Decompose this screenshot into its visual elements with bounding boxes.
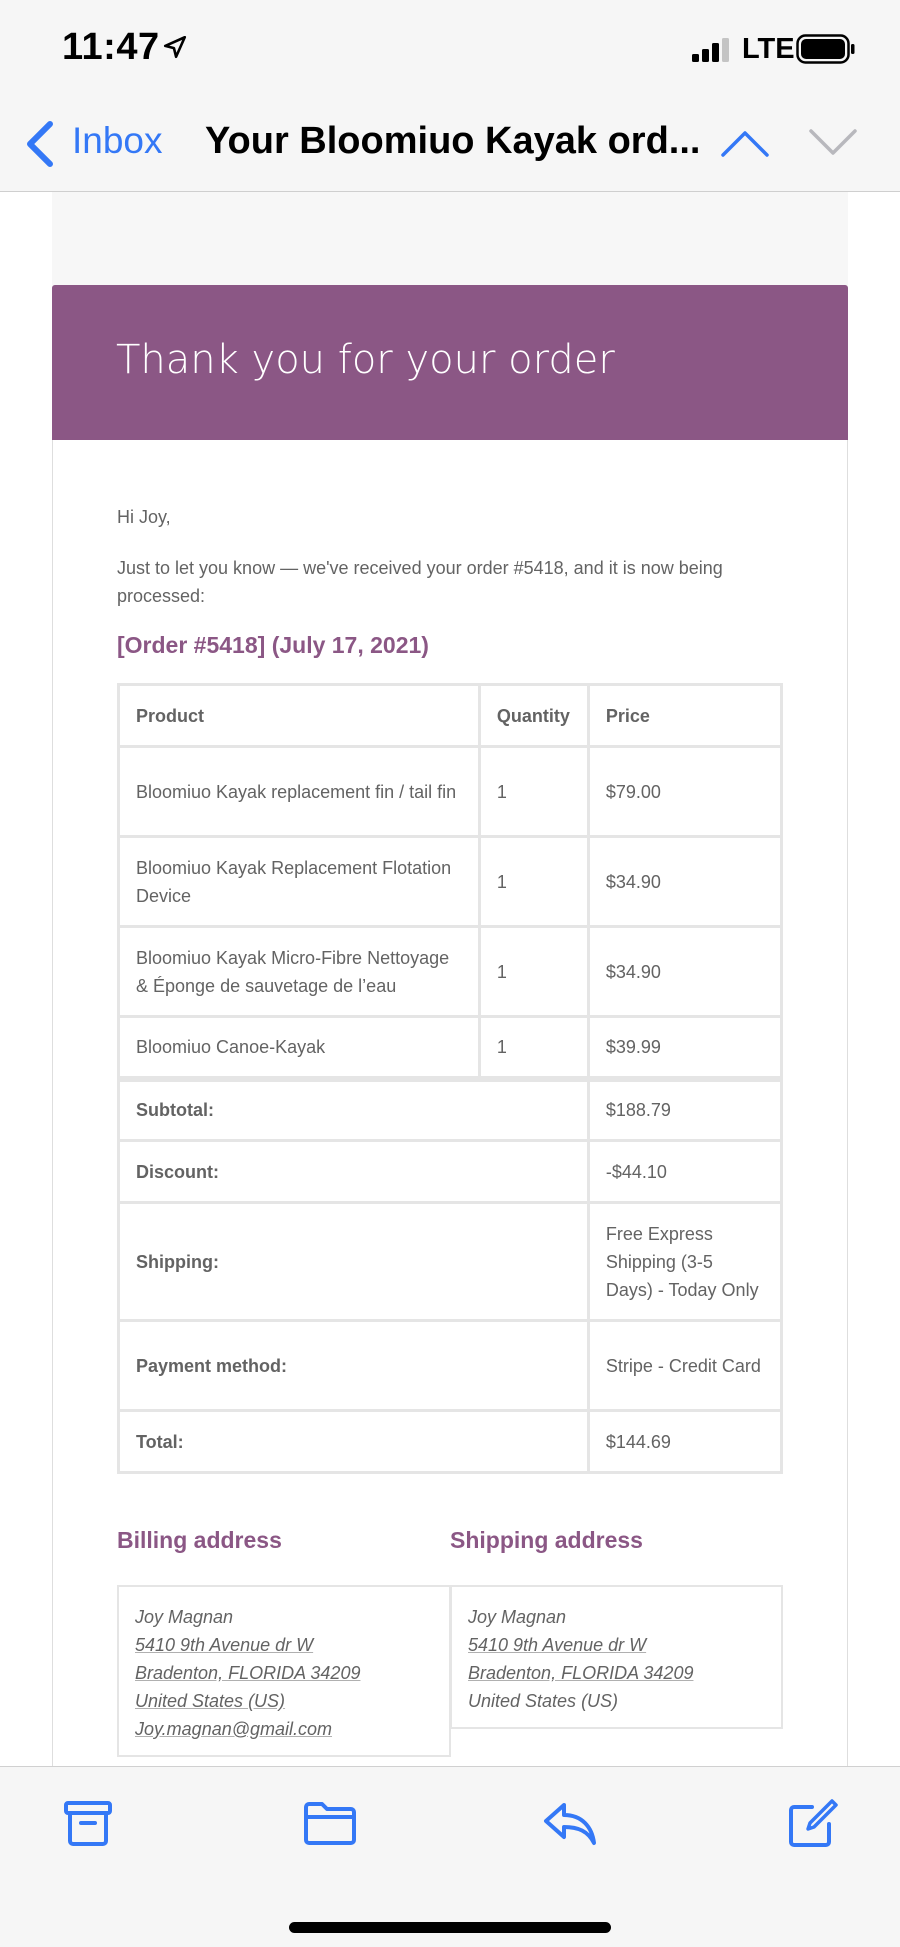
header-title: Thank you for your order: [116, 337, 615, 383]
table-row: [119, 837, 782, 927]
back-chevron-icon[interactable]: [24, 120, 56, 168]
item-price: $39.99: [588, 1017, 781, 1079]
back-button[interactable]: Inbox: [72, 120, 163, 161]
greeting: Hi Joy,: [117, 507, 171, 527]
item-quantity: 1: [479, 747, 588, 837]
cellular-signal-icon: [692, 38, 732, 62]
item-product: Bloomiuo Kayak replacement fin / tail fin: [119, 747, 480, 837]
item-product: Bloomiuo Kayak Micro-Fibre Nettoyage & Éponge de sauvetage de l’eau: [119, 927, 480, 1017]
shipping-label: Shipping:: [119, 1203, 589, 1321]
order-table: [117, 683, 783, 1474]
item-quantity: 1: [479, 1017, 588, 1079]
shipping-address-title: Shipping address: [450, 1527, 643, 1553]
location-arrow-icon: [162, 34, 188, 60]
column-header-quantity: Quantity: [479, 685, 588, 747]
shipping-street[interactable]: 5410 9th Avenue dr W: [468, 1635, 647, 1655]
nav-bar: [0, 98, 900, 192]
item-quantity: 1: [479, 837, 588, 927]
email-subject-title: Your Bloomiuo Kayak ord...: [205, 120, 701, 162]
shipping-value: Free Express Shipping (3-5 Days) - Today Only: [588, 1203, 781, 1321]
payment-method-row: [119, 1321, 782, 1411]
reply-icon[interactable]: [542, 1797, 598, 1849]
billing-street[interactable]: 5410 9th Avenue dr W: [135, 1635, 314, 1655]
payment-method-label: Payment method:: [119, 1321, 589, 1411]
next-message-icon[interactable]: [808, 128, 858, 158]
discount-row: [119, 1141, 782, 1203]
billing-email-link[interactable]: Joy.magnan@gmail.com: [135, 1719, 333, 1739]
total-label: Total:: [119, 1411, 589, 1473]
subtotal-label: Subtotal:: [119, 1079, 589, 1141]
column-header-product: Product: [119, 685, 480, 747]
email-body[interactable]: [0, 192, 900, 1766]
archive-icon[interactable]: [60, 1797, 116, 1849]
shipping-name: Joy Magnan: [468, 1607, 567, 1627]
bottom-toolbar: [0, 1766, 900, 1947]
email-header-banner: [52, 285, 848, 440]
discount-value: -$44.10: [588, 1141, 781, 1203]
item-quantity: 1: [479, 927, 588, 1017]
compose-icon[interactable]: [784, 1797, 840, 1849]
shipping-country: United States (US): [468, 1691, 619, 1711]
billing-address-box: [117, 1585, 451, 1757]
intro-text: Just to let you know — we've received your order #5418, and it is now being processed:: [117, 558, 723, 606]
billing-address-title: Billing address: [117, 1527, 282, 1553]
home-indicator[interactable]: [289, 1922, 611, 1933]
billing-city[interactable]: Bradenton, FLORIDA 34209: [135, 1663, 361, 1683]
order-heading[interactable]: [Order #5418] (July 17, 2021): [117, 632, 429, 658]
billing-name: Joy Magnan: [135, 1607, 234, 1627]
total-value: $144.69: [588, 1411, 781, 1473]
network-type: LTE: [742, 33, 795, 65]
column-header-price: Price: [588, 685, 781, 747]
shipping-row: [119, 1203, 782, 1321]
folder-icon[interactable]: [302, 1797, 358, 1849]
payment-method-value: Stripe - Credit Card: [588, 1321, 781, 1411]
billing-country[interactable]: United States (US): [135, 1691, 286, 1711]
status-time: 11:47: [62, 26, 160, 68]
subtotal-value: $188.79: [588, 1079, 781, 1141]
shipping-city[interactable]: Bradenton, FLORIDA 34209: [468, 1663, 694, 1683]
item-product: Bloomiuo Kayak Replacement Flotation Device: [119, 837, 480, 927]
item-price: $34.90: [588, 837, 781, 927]
table-row: [119, 927, 782, 1017]
item-product: Bloomiuo Canoe-Kayak: [119, 1017, 480, 1079]
discount-label: Discount:: [119, 1141, 589, 1203]
table-row: [119, 747, 782, 837]
shipping-address-box: [450, 1585, 783, 1729]
subtotal-row: [119, 1079, 782, 1141]
status-bar: [0, 0, 900, 98]
item-price: $34.90: [588, 927, 781, 1017]
total-row: [119, 1411, 782, 1473]
item-price: $79.00: [588, 747, 781, 837]
table-row: [119, 1017, 782, 1079]
previous-message-icon[interactable]: [720, 128, 770, 158]
battery-icon: [796, 34, 856, 64]
